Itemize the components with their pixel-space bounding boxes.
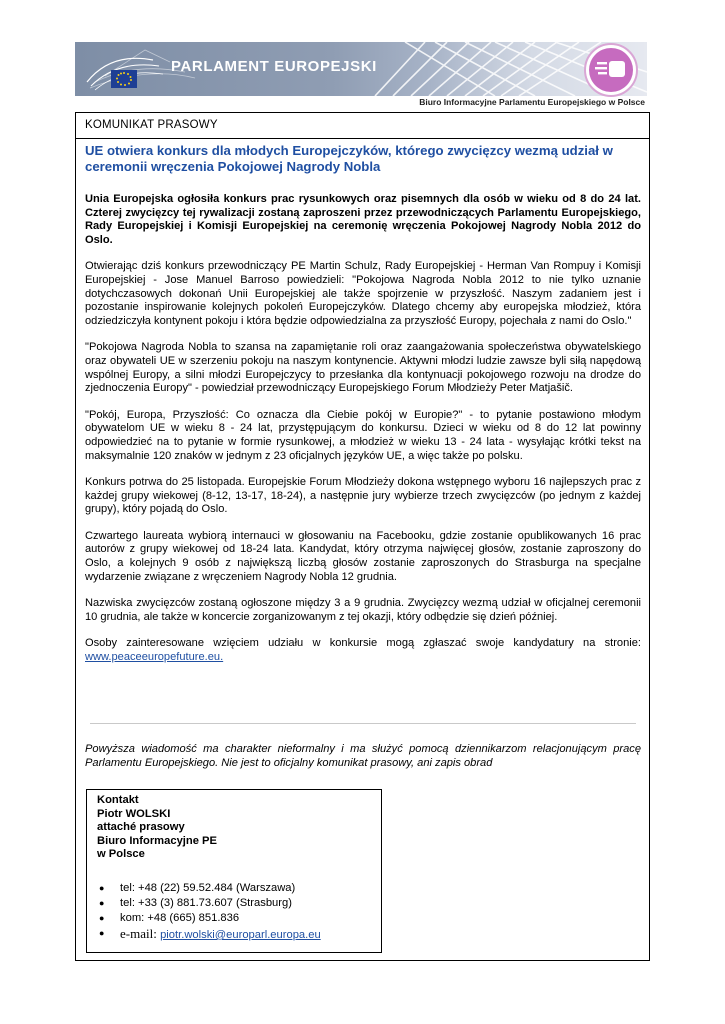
contact-email xyxy=(97,926,321,943)
closing-paragraph xyxy=(85,637,641,664)
banner-subtitle: Biuro Informacyjne Parlamentu Europejskiego w Polsce xyxy=(419,97,645,107)
body-paragraph: "Pokojowa Nagroda Nobla to szansa na zapamiętanie roli oraz zaangażowania społeczeństwa obywatelskiego oraz obywateli UE w szerzeniu pokoju na naszym kontynencie. Aktywni młodzi ludzie zawsze byli siłą napędową wspólnej Europy, a silni młodzi Europejczycy to przesłanka dla kontynuacji pokojowego rozwoju na drodze do zjednoczenia Europy" - powiedział przewodniczący Europejskiego Forum Młodzieży Peter Matjašič. xyxy=(85,341,641,395)
bullet-icon: ● xyxy=(99,883,105,893)
banner-strip xyxy=(75,42,647,96)
eu-parliament-logo-icon xyxy=(81,46,165,92)
phone-text: tel: +48 (22) 59.52.484 (Warszawa) xyxy=(120,882,296,894)
disclaimer-note: Powyższa wiadomość ma charakter nieformalny i ma służyć pomocą dziennikarzom relacjonującym pracę Parlamentu Europejskiego. Nie jest to oficjalny komunikat prasowy, ani zapis obrad xyxy=(85,743,641,769)
body-paragraph: "Pokój, Europa, Przyszłość: Co oznacza dla Ciebie pokój w Europie?" - to pytanie postawiono młodym obywatelom UE w wieku 8 - 24 lat, przystępującym do konkursu. Dzieci w wieku od 8 do 12 lat powinny odpowiedzieć na to pytanie w formie rysunkowej, a młodzież w wieku 13 - 24 lata - wysyłając krótki tekst na maksymalnie 120 znaków w jednym z 23 oficjalnych języków UE, a więc także po polsku. xyxy=(85,408,641,462)
contact-phone-strasbourg xyxy=(97,896,321,911)
contact-role: attaché prasowy xyxy=(97,821,185,834)
contact-list xyxy=(97,881,321,943)
closing-text: Osoby zainteresowane wzięciem udziału w konkursie mogą zgłaszać swoje kandydatury na stronie: xyxy=(85,637,641,650)
contact-heading: Kontakt xyxy=(97,794,139,806)
body-paragraph: Konkurs potrwa do 25 listopada. Europejskie Forum Młodzieży dokona wstępnego wyboru 16 najlepszych prac z każdej grupy wiekowej (8-12, 13-17, 18-24), a następnie jury wybierze trzech zwycięzców (po jednym z każdej grupy), który pojadą do Oslo. xyxy=(85,476,641,516)
contact-org: Biuro Informacyjne PE xyxy=(97,834,217,847)
email-link[interactable]: piotr.wolski@europarl.europa.eu xyxy=(160,929,321,941)
lead-paragraph: Unia Europejska ogłosiła konkurs prac rysunkowych oraz pisemnych dla osób w wieku od 8 do 24 lat. Czterej zwycięzcy tej rywalizacji zostaną zaproszeni przez przewodniczących Parlamentu Europejskiego, Rady Europejskiej i Komisji Europejskiej na ceremonię wręczenia Pokojowej Nagrody Nobla 2012 do Oslo. xyxy=(85,193,641,246)
phone-text: kom: +48 (665) 851.836 xyxy=(120,912,240,924)
body-paragraph: Otwierając dziś konkurs przewodniczący PE Martin Schulz, Rady Europejskiej - Herman Van Rompuy i Komisji Europejskiej - Jose Manuel Barroso powiedzieli: "Pokojowa Nagroda Nobla 2012 to nie tylko uznanie dotychczasowych dokonań Unii Europejskiej ale także spojrzenie w przyszłość. Naszym zadaniem jest i pozostanie inspirowanie kolejnych pokoleń Europejczyków. Dlatego chcemy aby europejska młodzież, która odziedziczyła kontynent pokoju i która będzie odpowiedzialna za przyszłość Europy, pojechała z nami do Oslo." xyxy=(85,260,641,327)
article-body xyxy=(85,193,641,665)
bullet-icon: ● xyxy=(99,913,105,923)
email-label: e-mail: xyxy=(120,926,161,941)
press-release-frame xyxy=(75,112,650,961)
contact-phone-warsaw xyxy=(97,881,321,896)
phone-text: tel: +33 (3) 881.73.607 (Strasburg) xyxy=(120,897,292,909)
banner-title: PARLAMENT EUROPEJSKI xyxy=(171,58,377,75)
document-type-row xyxy=(76,113,649,139)
information-office-logo-icon xyxy=(581,42,641,98)
body-paragraph: Nazwiska zwycięzców zostaną ogłoszone między 3 a 9 grudnia. Zwycięzcy wezmą udział w oficjalnej ceremonii 10 grudnia, ale także w koncercie zorganizowanym z tej okazji, który odbędzie się dzień później. xyxy=(85,597,641,623)
header-banner xyxy=(75,42,647,108)
body-paragraph: Czwartego laureata wybiorą internauci w głosowaniu na Facebooku, gdzie zostanie opublikowanych 16 prac autorów z grupy wiekowej od 18-24 lata. Kandydat, który otrzyma najwięcej głosów, zostanie zaproszony do Oslo, a kolejnych 9 osób z największą liczbą głosów zostanie zaproszonych do Strasburga na specjalne wydarzenie związane z wręczeniem Nagrody Nobla 12 grudnia. xyxy=(85,529,641,583)
contact-org-location: w Polsce xyxy=(97,848,145,861)
bullet-icon: ● xyxy=(99,898,105,908)
press-release-title: UE otwiera konkurs dla młodych Europejczyków, którego zwycięzcy wezmą udział w ceremonii wręczenia Pokojowej Nagrody Nobla xyxy=(85,143,613,174)
divider xyxy=(90,723,636,724)
contest-website-link[interactable]: www.peaceeuropefuture.eu. xyxy=(85,651,224,664)
document-type-label: KOMUNIKAT PRASOWY xyxy=(85,119,218,131)
contact-name: Piotr WOLSKI xyxy=(97,807,171,820)
bullet-icon: ● xyxy=(99,928,105,938)
contact-box xyxy=(86,789,382,953)
contact-mobile xyxy=(97,911,321,926)
contact-details xyxy=(97,794,217,862)
